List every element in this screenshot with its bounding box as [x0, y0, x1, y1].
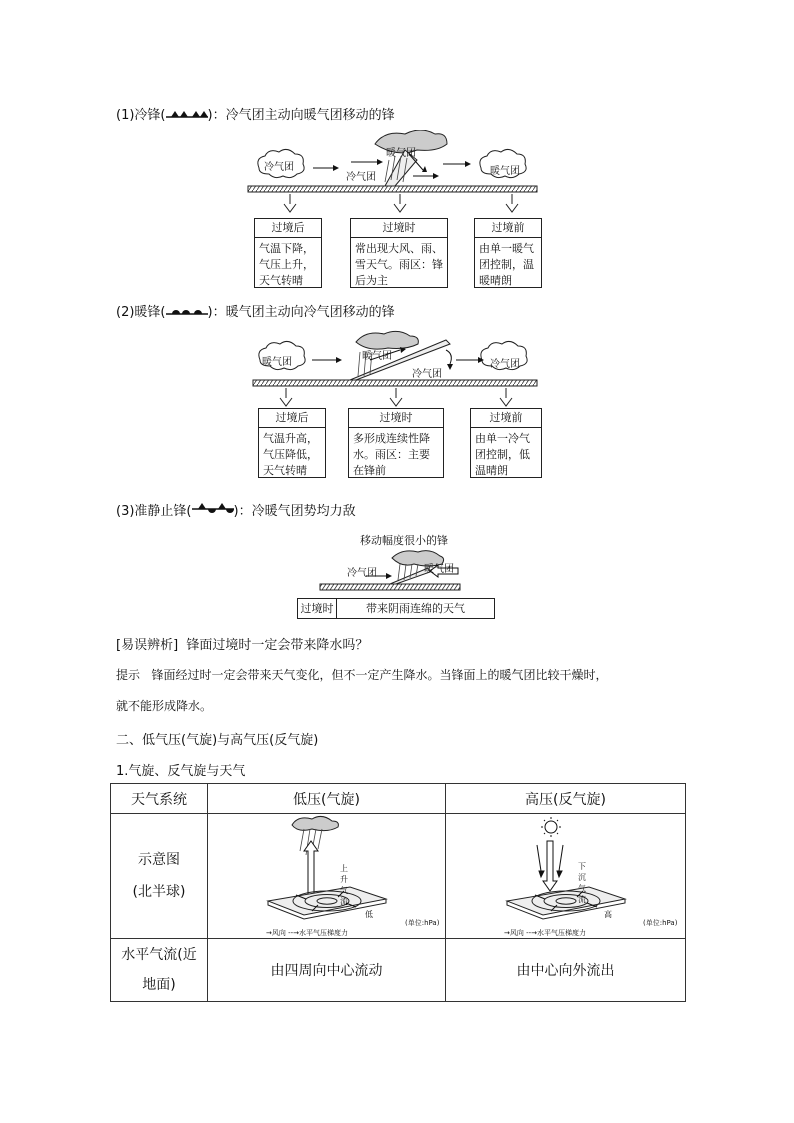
cyclone-diagram: [252, 815, 402, 933]
box-title: 过境前: [471, 409, 541, 428]
confusion-question: [116, 634, 368, 653]
table-row-horizontal-flow: [111, 939, 686, 1002]
stationary-front-label-cold: 冷气团: [347, 568, 377, 579]
warm-front-label-warm-left: 暖气团: [262, 357, 292, 368]
section-subtitle: 1.气旋、反气旋与天气: [116, 764, 246, 779]
warm-front-down-arrows: [250, 388, 540, 408]
box-body: 气温升高，气压降低，天气转晴: [263, 432, 318, 477]
warm-front-label-warm-top: 暖气团: [362, 351, 392, 362]
high-center-label: 高: [604, 910, 612, 919]
high-pressure-diagram-cell: [446, 814, 686, 939]
low-center-label: 低: [365, 910, 373, 919]
hint-line-2: 就不能形成降水。: [116, 699, 213, 713]
stationary-front-heading: (3)准静止锋( )：冷暖气团势均力敌: [116, 504, 356, 519]
warm-front-symbol-icon: [166, 306, 208, 316]
table-header-cell: 低压(气旋): [208, 784, 446, 814]
table-row-label: [111, 814, 208, 939]
anticyclone-diagram: [491, 815, 641, 933]
section-title: 二、低气压(气旋)与高气压(反气旋): [116, 733, 319, 748]
low-legend: →风向 --→水平气压梯度力: [266, 929, 349, 937]
box-title: 过境后: [255, 219, 321, 238]
legend-force: 水平气压梯度力: [537, 929, 587, 937]
box-title: 过境后: [259, 409, 325, 428]
warm-front-heading: (2)暖锋( )：暖气团主动向冷气团移动的锋: [116, 305, 395, 320]
stationary-row-label: 过境时: [298, 599, 337, 618]
warm-front-label-cold-right: 冷气团: [490, 359, 520, 370]
sun-icon: [541, 817, 561, 837]
hint-line-1: [116, 666, 607, 683]
stationary-front-label-warm: 暖气团: [424, 564, 454, 575]
box-body: 气温下降，气压上升，天气转晴: [259, 242, 314, 287]
low-unit-label: (单位:hPa): [405, 919, 440, 927]
cold-front-box-after: [254, 218, 322, 288]
stationary-row-text: 带来阴雨连绵的天气: [366, 602, 465, 615]
cold-front-label-warm-right: 暖气团: [490, 166, 520, 177]
hint-text-1: 锋面经过时一定会带来天气变化，但不一定产生降水。当锋面上的暖气团比较干燥时，: [151, 668, 608, 682]
box-body: 由单一暖气团控制，温暖晴朗: [479, 242, 534, 287]
low-pressure-diagram-cell: [208, 814, 446, 939]
cold-front-box-before: [474, 218, 542, 288]
confusion-tag: [易误辨析]: [116, 638, 179, 653]
table-row-diagram: [111, 814, 686, 939]
cold-front-box-during: [350, 218, 448, 288]
row-label-line-2: (北半球): [132, 884, 186, 900]
box-title: 过境时: [351, 219, 447, 238]
stationary-front-diagram-title: 移动幅度很小的锋: [360, 534, 448, 547]
warm-front-box-before: [470, 408, 542, 478]
cold-front-label-cold-left: 冷气团: [264, 162, 294, 173]
table-header-cell: 天气系统: [111, 784, 208, 814]
stationary-front-symbol-icon: [192, 503, 234, 515]
warm-front-box-during: [348, 408, 444, 478]
table-row-label: [111, 939, 208, 1002]
box-body: 由单一冷气团控制，低温晴朗: [475, 432, 530, 477]
high-unit-label: (单位:hPa): [643, 919, 678, 927]
row-label-line-1: 示意图: [138, 852, 180, 868]
cold-front-label-cold-mid: 冷气团: [346, 172, 376, 183]
table-header-row: [111, 784, 686, 814]
warm-front-label-cold-mid: 冷气团: [412, 369, 442, 380]
low-flow-cell: 由四周向中心流动: [208, 939, 446, 1002]
stationary-front-row: [297, 598, 495, 619]
hint-label: 提示: [116, 668, 141, 682]
box-title: 过境时: [349, 409, 443, 428]
legend-wind: 风向: [509, 929, 524, 937]
weather-system-table: [110, 783, 686, 1002]
box-body: 常出现大风、雨、雪天气。雨区：锋后为主: [355, 242, 443, 287]
cold-front-symbol-icon: [166, 109, 208, 119]
box-title: 过境前: [475, 219, 541, 238]
box-body: 多形成连续性降水。雨区：主要在锋前: [353, 432, 430, 477]
high-legend: →风向 --→水平气压梯度力: [504, 929, 587, 937]
legend-wind: 风向: [271, 929, 286, 937]
row2-label-text: 水平气流(近地面): [121, 947, 197, 993]
confusion-question-text: 锋面过境时一定会带来降水吗？: [186, 638, 369, 653]
table-header-cell: 高压(反气旋): [446, 784, 686, 814]
high-flow-cell: 由中心向外流出: [446, 939, 686, 1002]
cold-front-label-warm-top: 暖气团: [386, 148, 416, 159]
high-vertical-label: 下沉气流: [578, 862, 586, 904]
low-vertical-label: 上升气流: [340, 864, 348, 906]
cold-front-down-arrows: [250, 194, 540, 214]
warm-front-box-after: [258, 408, 326, 478]
legend-force: 水平气压梯度力: [299, 929, 349, 937]
cold-front-heading: (1)冷锋( )：冷气团主动向暖气团移动的锋: [116, 108, 395, 123]
